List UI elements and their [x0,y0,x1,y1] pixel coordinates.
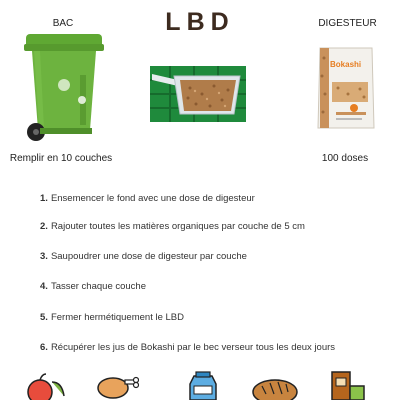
chicken-leg-icon [93,372,139,400]
bin-caption: Remplir en 10 couches [9,153,113,164]
bread-icon [250,372,300,400]
step-5: 5. Fermer hermétiquement le LBD [40,312,184,323]
bokashi-brand-text: Bokashi [330,60,362,69]
coffee-icon [328,370,368,400]
digester-caption: 100 doses [321,153,369,164]
digester-label: DIGESTEUR [318,18,377,29]
step-6: 6. Récupérer les jus de Bokashi par le bec verseur tous les deux jours [40,342,336,353]
fruit-icon [22,370,72,400]
step-1: 1. Ensemencer le fond avec une dose de digesteur [40,193,255,204]
green-bin-image [20,30,110,148]
milk-icon [186,370,222,400]
step-4: 4. Tasser chaque couche [40,281,146,292]
bokashi-bag-image [316,46,376,130]
scoop-image [150,66,246,122]
step-2: 2. Rajouter toutes les matières organiques par couche de 5 cm [40,221,305,232]
page-title: LBD [165,8,235,36]
bin-label: BAC [52,18,74,29]
step-3: 3. Saupoudrer une dose de digesteur par couche [40,251,247,262]
